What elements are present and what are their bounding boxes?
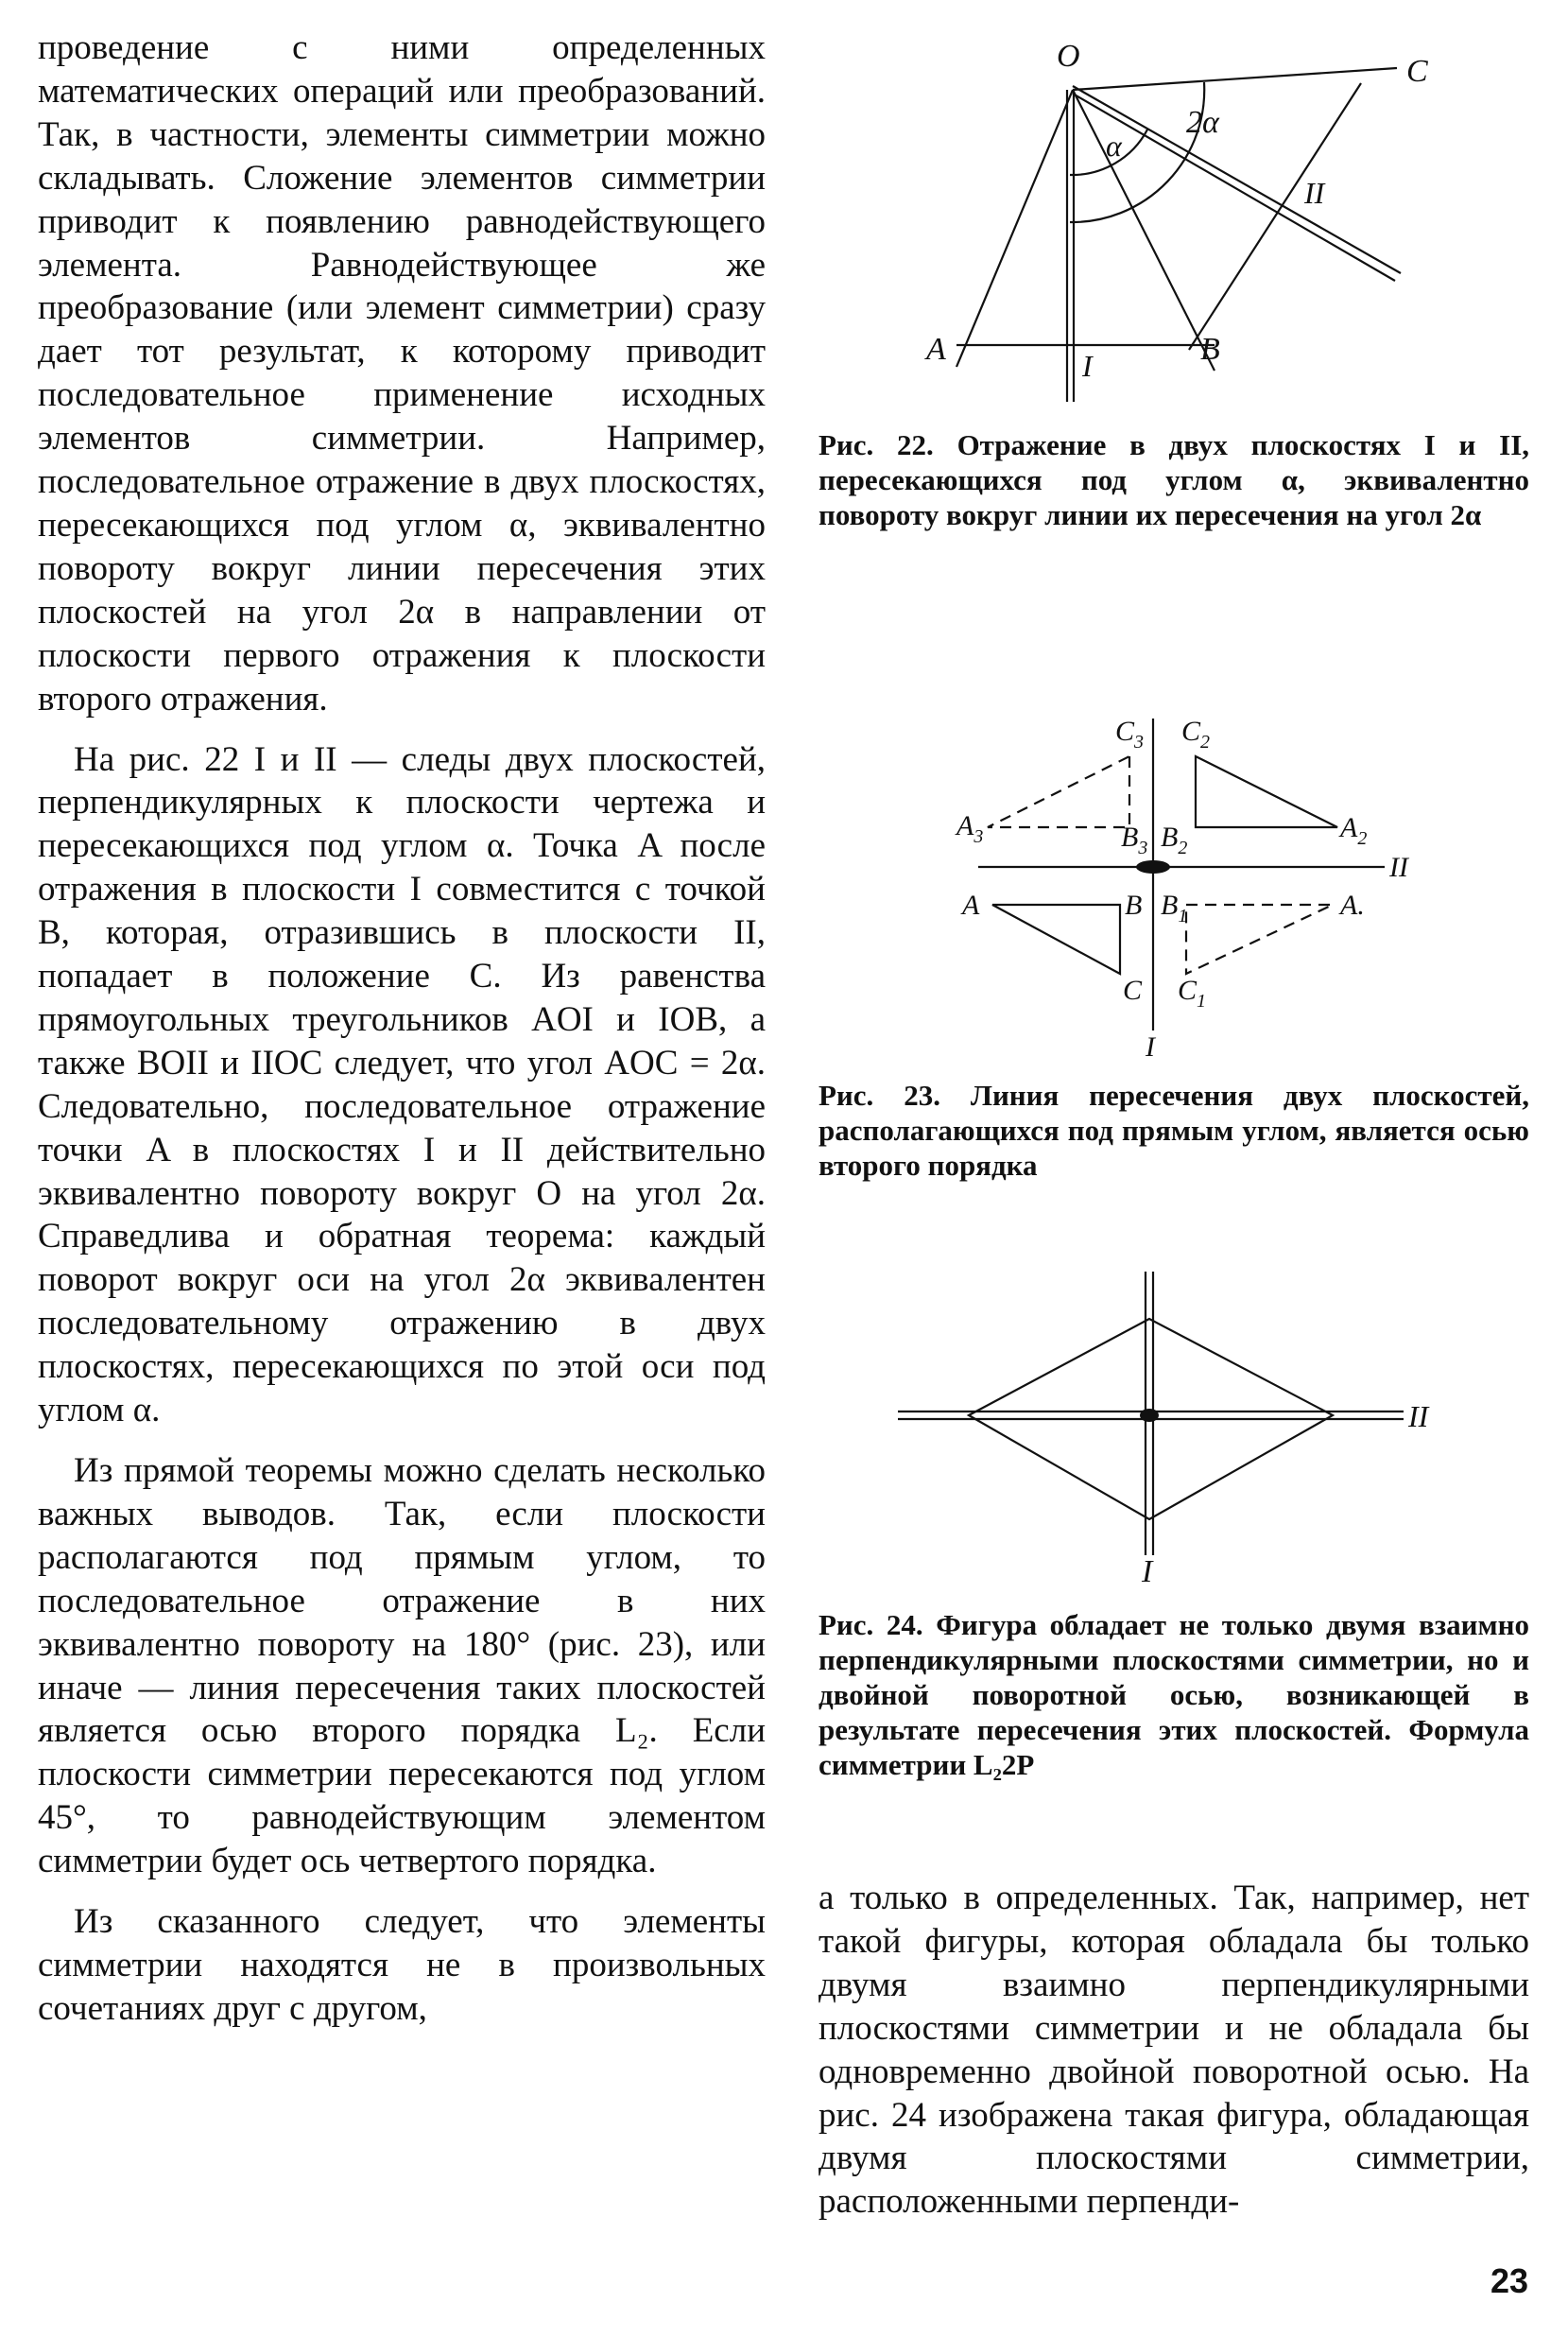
label-C1-sub: 1: [1197, 991, 1207, 1012]
label-O: O: [1057, 39, 1080, 74]
label-A2: A: [1340, 812, 1358, 843]
triangle-ABC: [992, 905, 1120, 974]
label-B3: B: [1121, 822, 1139, 853]
svg-text:C3: [1115, 716, 1144, 753]
figure-24-caption: [818, 1607, 1529, 1782]
figure-24-caption-text: Фигура обладает не только двумя взаимно перпендикулярными плоскостями симметрии, но и двойной поворотной осью, возникающей в результате пересечения этих плоскостей. Формула симметрии L₂2P: [818, 1608, 1529, 1781]
figure-23-caption: [818, 1078, 1529, 1183]
figure-23-caption-label: Рис. 23.: [818, 1079, 940, 1112]
paragraph-2: На рис. 22 I и II — следы двух плоскостей, перпендикулярных к плоскости чертежа и пересекающихся под углом α. Точка A после отражения в плоскости I совместится с точкой B, которая, отразившись в плоскости II, попадает в положение C. Из равенства прямоугольных треугольников AOI и IOB, а также BOII и IIOC следует, что угол AOC = 2α. Следовательно, последовательное отражение точки A в плоскостях I и II действительно эквивалентно повороту вокруг O на угол 2α. Справедлива и обратная теорема: каждый поворот вокруг оси на угол 2α эквивалентен последовательному отражению в двух плоскостях, пересекающихся по этой оси под углом α.: [38, 739, 766, 1430]
label-C2: C: [1181, 716, 1201, 747]
axis-L2-marker: [1140, 1409, 1159, 1422]
label-II: II: [1304, 176, 1325, 210]
figure-23-drawing: [907, 704, 1437, 1064]
svg-text:C1: [1178, 975, 1206, 1012]
page-number: 23: [1490, 2261, 1528, 2300]
label-II: II: [1389, 852, 1408, 883]
line-OC: [1073, 68, 1397, 90]
svg-text:B1: [1161, 890, 1187, 927]
triangle-A3B3C3: [988, 756, 1129, 827]
axis-L2-marker: [1136, 860, 1170, 874]
triangle-A2B2C2: [1196, 756, 1337, 827]
label-B1-sub: 1: [1178, 906, 1188, 927]
figure-22-caption-text: Отражение в двух плоскостях I и II, пересекающихся под углом α, эквивалентно повороту вокруг линии их пересечения на угол 2α: [818, 428, 1530, 531]
label-II: II: [1408, 1399, 1429, 1433]
label-B2-sub: 2: [1178, 838, 1188, 858]
paragraph-3: Из прямой теоремы можно сделать несколько важных выводов. Так, если плоскости располагаются под прямым углом, то последовательное отражение в них эквивалентно повороту на 180° (рис. 23), или иначе — линия пересечения таких плоскостей является осью второго порядка L₂. Если плоскости симметрии пересекаются под углом 45°, то равнодействующим элементом симметрии будет ось четвертого порядка.: [38, 1451, 766, 1881]
label-I: I: [1082, 349, 1093, 383]
paragraph-1: проведение с ними определенных математических операций или преобразований. Так, в частности, элементы симметрии можно складывать. Сложение элементов симметрии приводит к появлению равнодействующего элемента. Равнодействующее же преобразование (или элемент симметрии) сразу дает тот результат, к которому приводит последовательное применение исходных элементов симметрии. Например, последовательное отражение в двух плоскостях, пересекающихся под углом α, эквивалентно повороту вокруг линии пересечения этих плоскостей на угол 2α в направлении от плоскости первого отражения к плоскости второго отражения.: [38, 28, 766, 719]
label-A1: A.: [1340, 890, 1365, 921]
label-2alpha: 2α: [1186, 105, 1219, 140]
label-C2-sub: 2: [1200, 732, 1211, 753]
label-C1: C: [1178, 975, 1198, 1006]
triangle-A1B1C1: [1186, 905, 1333, 974]
label-B2: B: [1161, 822, 1179, 853]
svg-text:B2: [1161, 822, 1187, 858]
figure-23-caption-text: Линия пересечения двух плоскостей, располагающихся под прямым углом, является осью второго порядка: [818, 1079, 1529, 1182]
svg-text:A3: [955, 810, 983, 847]
right-paragraph: а только в определенных. Так, например, нет такой фигуры, которая обладала бы только двумя взаимно перпендикулярными плоскостями симметрии и не обладала бы одновременно двойной поворотной осью. На рис. 24 изображена такая фигура, обладающая двумя плоскостями симметрии, расположенными перпенди-: [818, 1879, 1529, 2222]
plane-II-upper: [1073, 86, 1401, 273]
label-B: B: [1125, 890, 1143, 921]
label-alpha: α: [1106, 129, 1122, 163]
label-A3: A: [956, 810, 974, 841]
line-O-to-A-side: [956, 90, 1073, 367]
figure-22: [907, 38, 1437, 416]
label-A: A: [962, 890, 980, 921]
label-A2-sub: 2: [1357, 828, 1368, 849]
figure-23: [907, 704, 1437, 1064]
svg-text:C2: [1181, 716, 1210, 753]
label-B: B: [1200, 332, 1220, 367]
label-C3: C: [1115, 716, 1135, 747]
label-C: C: [1406, 54, 1428, 89]
svg-text:B3: [1121, 822, 1147, 858]
figure-24: [898, 1272, 1446, 1589]
right-text-column: [818, 1877, 1529, 2224]
figure-22-drawing: [907, 38, 1437, 416]
label-A: A: [926, 332, 946, 367]
svg-text:A2: [1338, 812, 1367, 849]
label-I: I: [1146, 1031, 1155, 1063]
label-B3-sub: 3: [1138, 838, 1148, 858]
label-C: C: [1123, 975, 1143, 1006]
label-C3-sub: 3: [1134, 732, 1145, 753]
left-text-column: [38, 26, 766, 2031]
figure-24-drawing: [898, 1272, 1446, 1589]
figure-22-caption: [818, 427, 1529, 532]
label-B1: B: [1161, 890, 1179, 921]
label-A3-sub: 3: [974, 826, 984, 847]
paragraph-4: Из сказанного следует, что элементы симметрии находятся не в произвольных сочетаниях друг с другом,: [38, 1902, 766, 2028]
figure-24-caption-label: Рис. 24.: [818, 1608, 923, 1641]
figure-22-caption-label: Рис. 22.: [818, 428, 934, 461]
label-I: I: [1142, 1554, 1153, 1589]
